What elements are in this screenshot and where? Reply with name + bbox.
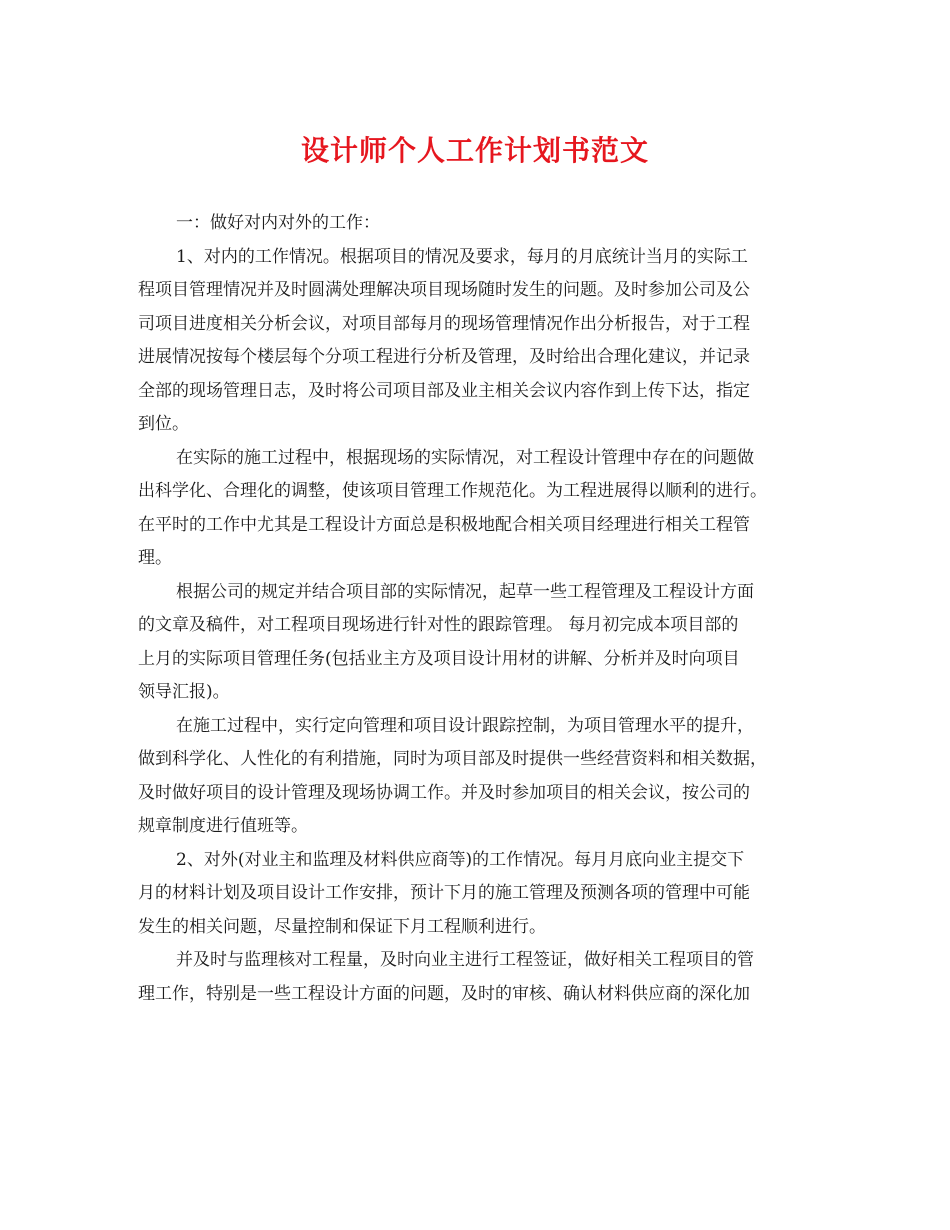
text-line: 在平时的工作中尤其是工程设计方面总是积极地配合相关项目经理进行相关工程管 — [138, 514, 750, 535]
text-line: 全部的现场管理日志，及时将公司项目部及业主相关会议内容作到上传下达，指定 — [138, 380, 750, 401]
text-line: 理工作，特别是一些工程设计方面的问题，及时的审核、确认材料供应商的深化加 — [138, 983, 750, 1004]
text-line: 出科学化、合理化的调整，使该项目管理工作规范化。为工程进展得以顺利的进行。 — [138, 481, 767, 501]
text-line: 的文章及稿件，对工程项目现场进行针对性的跟踪管理。 每月初完成本项目部的 — [138, 615, 739, 635]
text-line: 一：做好对内对外的工作： — [176, 213, 380, 233]
text-line: 上月的实际项目管理任务(包括业主方及项目设计用材的讲解、分析并及时向项目 — [138, 648, 740, 669]
text-line: 到位。 — [138, 414, 189, 434]
text-line: 在实际的施工过程中，根据现场的实际情况，对工程设计管理中存在的问题做 — [176, 447, 754, 468]
text-line: 月的材料计划及项目设计工作安排，预计下月的施工管理及预测各项的管理中可能 — [138, 883, 750, 903]
text-line: 并及时与监理核对工程量，及时向业主进行工程签证，做好相关工程项目的管 — [176, 950, 754, 970]
text-line: 规章制度进行值班等。 — [138, 816, 308, 836]
text-line: 进展情况按每个楼层每个分项工程进行分析及管理，及时给出合理化建议，并记录 — [138, 347, 750, 367]
text-line: 及时做好项目的设计管理及现场协调工作。并及时参加项目的相关会议，按公司的 — [138, 782, 750, 803]
text-line: 在施工过程中，实行定向管理和项目设计跟踪控制，为项目管理水平的提升， — [176, 715, 754, 736]
text-line: 理。 — [138, 548, 172, 568]
text-line: 司项目进度相关分析会议，对项目部每月的现场管理情况作出分析报告，对于工程 — [138, 313, 750, 334]
document-body — [138, 207, 818, 1011]
text-line: 2、对外(对业主和监理及材料供应商等)的工作情况。每月月底向业主提交下 — [176, 849, 745, 870]
text-line: 领导汇报)。 — [138, 682, 230, 702]
text-line: 程项目管理情况并及时圆满处理解决项目现场随时发生的问题。及时参加公司及公 — [138, 280, 750, 300]
text-line: 发生的相关问题，尽量控制和保证下月工程顺利进行。 — [138, 916, 546, 937]
text-line: 1、对内的工作情况。根据项目的情况及要求，每月的月底统计当月的实际工 — [176, 246, 748, 267]
text-line: 根据公司的规定并结合项目部的实际情况，起草一些工程管理及工程设计方面 — [176, 581, 754, 602]
text-line: 做到科学化、人性化的有利措施，同时为项目部及时提供一些经营资料和相关数据， — [138, 749, 767, 769]
document-title: 设计师个人工作计划书范文 — [300, 134, 649, 167]
